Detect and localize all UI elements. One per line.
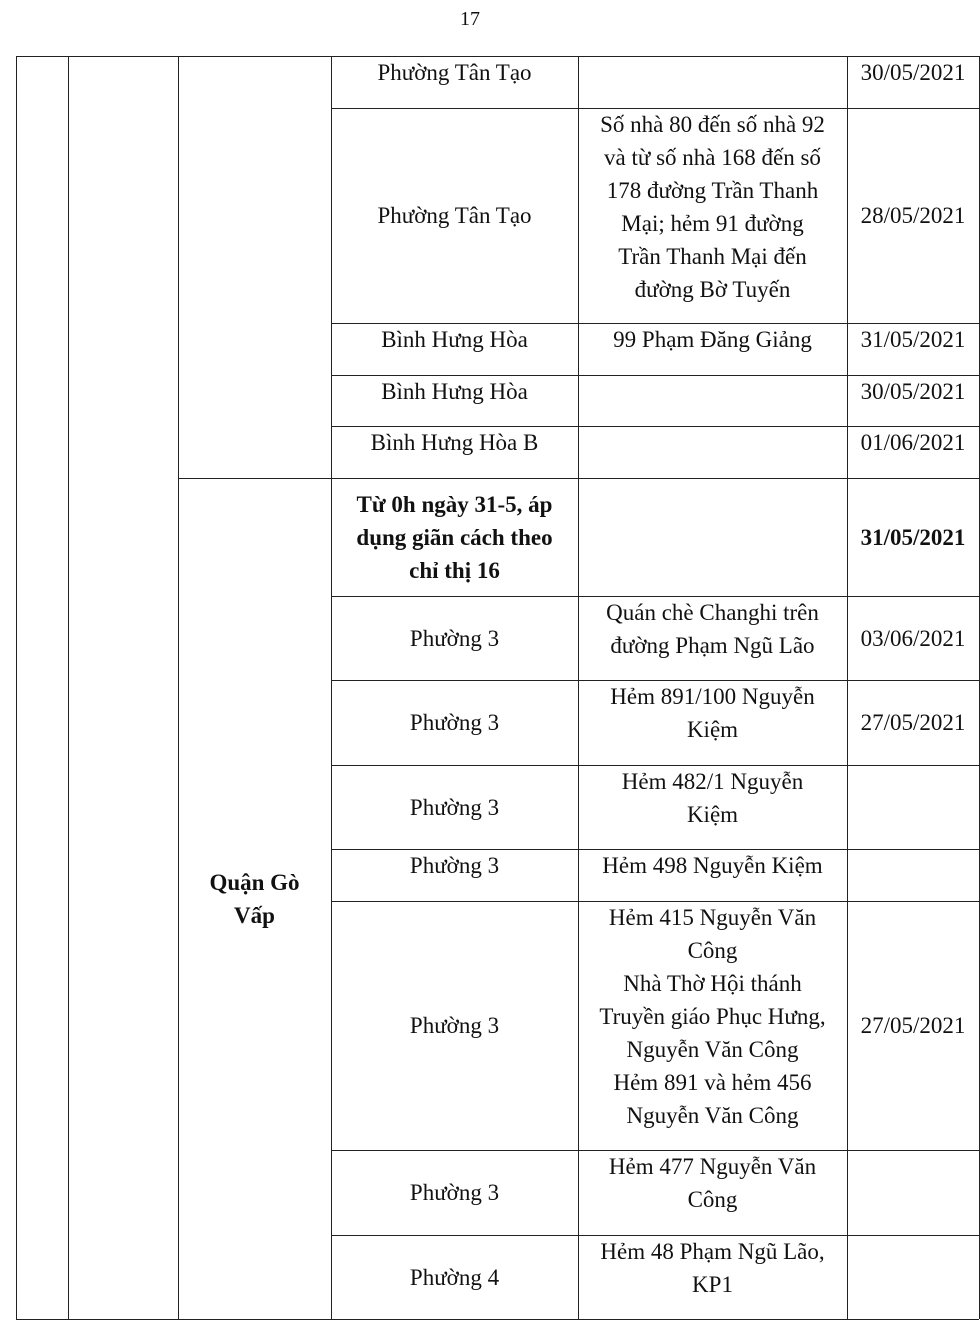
date-cell: 31/05/2021 <box>860 524 966 550</box>
ward-cell: Phường 3 <box>409 1013 500 1038</box>
date-cell: 28/05/2021 <box>860 203 966 228</box>
date-cell <box>847 1235 979 1319</box>
address-cell: Hẻm 415 Nguyễn Văn Công Nhà Thờ Hội thánh Truyền giáo Phục Hưng, Nguyễn Văn Công Hẻm 891 và hẻm 456 Nguyễn Văn Công <box>599 905 826 1128</box>
ward-cell: Bình Hưng Hòa B <box>370 430 539 455</box>
address-cell <box>578 426 847 478</box>
district-label: Quận Gò Vấp <box>209 869 300 928</box>
date-cell <box>847 1150 979 1235</box>
address-cell <box>578 375 847 426</box>
date-cell: 31/05/2021 <box>860 327 966 352</box>
date-cell <box>847 849 979 901</box>
date-cell <box>847 765 979 849</box>
date-cell: 27/05/2021 <box>860 710 966 735</box>
date-cell: 01/06/2021 <box>860 430 966 455</box>
ward-cell: Bình Hưng Hòa <box>381 379 528 404</box>
ward-cell: Phường 3 <box>409 853 500 878</box>
ward-cell: Phường 4 <box>409 1264 500 1290</box>
address-cell: Quán chè Changhi trên đường Phạm Ngũ Lão <box>606 600 819 658</box>
address-cell <box>578 478 847 596</box>
address-cell <box>578 56 847 108</box>
address-cell: Hẻm 48 Phạm Ngũ Lão, KP1 <box>600 1239 825 1297</box>
ward-cell: Phường 3 <box>409 625 500 651</box>
date-cell: 03/06/2021 <box>860 625 966 651</box>
date-cell: 30/05/2021 <box>860 379 966 404</box>
ward-cell: Phường 3 <box>409 1180 500 1205</box>
date-cell: 30/05/2021 <box>860 60 966 85</box>
date-cell: 27/05/2021 <box>860 1013 966 1038</box>
ward-cell: Phường Tân Tạo <box>377 60 532 85</box>
ward-cell: Từ 0h ngày 31-5, áp dụng giãn cách theo chỉ thị 16 <box>356 491 553 583</box>
address-cell: Hẻm 477 Nguyễn Văn Công <box>608 1154 817 1212</box>
table-column-border <box>16 56 17 1319</box>
ward-cell: Bình Hưng Hòa <box>381 327 528 352</box>
table-column-border <box>68 56 69 1319</box>
address-cell: Hẻm 482/1 Nguyễn Kiệm <box>621 769 804 827</box>
address-cell: Hẻm 498 Nguyễn Kiệm <box>602 853 823 878</box>
address-cell: 99 Phạm Đăng Giảng <box>613 327 812 352</box>
page-number: 17 <box>460 8 480 30</box>
ward-cell: Phường 3 <box>409 794 500 820</box>
address-cell: Số nhà 80 đến số nhà 92 và từ số nhà 168 đến số 178 đường Trần Thanh Mại; hẻm 91 đường Trần Thanh Mại đến đường Bờ Tuyến <box>600 112 825 302</box>
address-cell: Hẻm 891/100 Nguyễn Kiệm <box>610 684 815 742</box>
ward-cell: Phường Tân Tạo <box>377 203 532 228</box>
ward-cell: Phường 3 <box>409 710 500 735</box>
